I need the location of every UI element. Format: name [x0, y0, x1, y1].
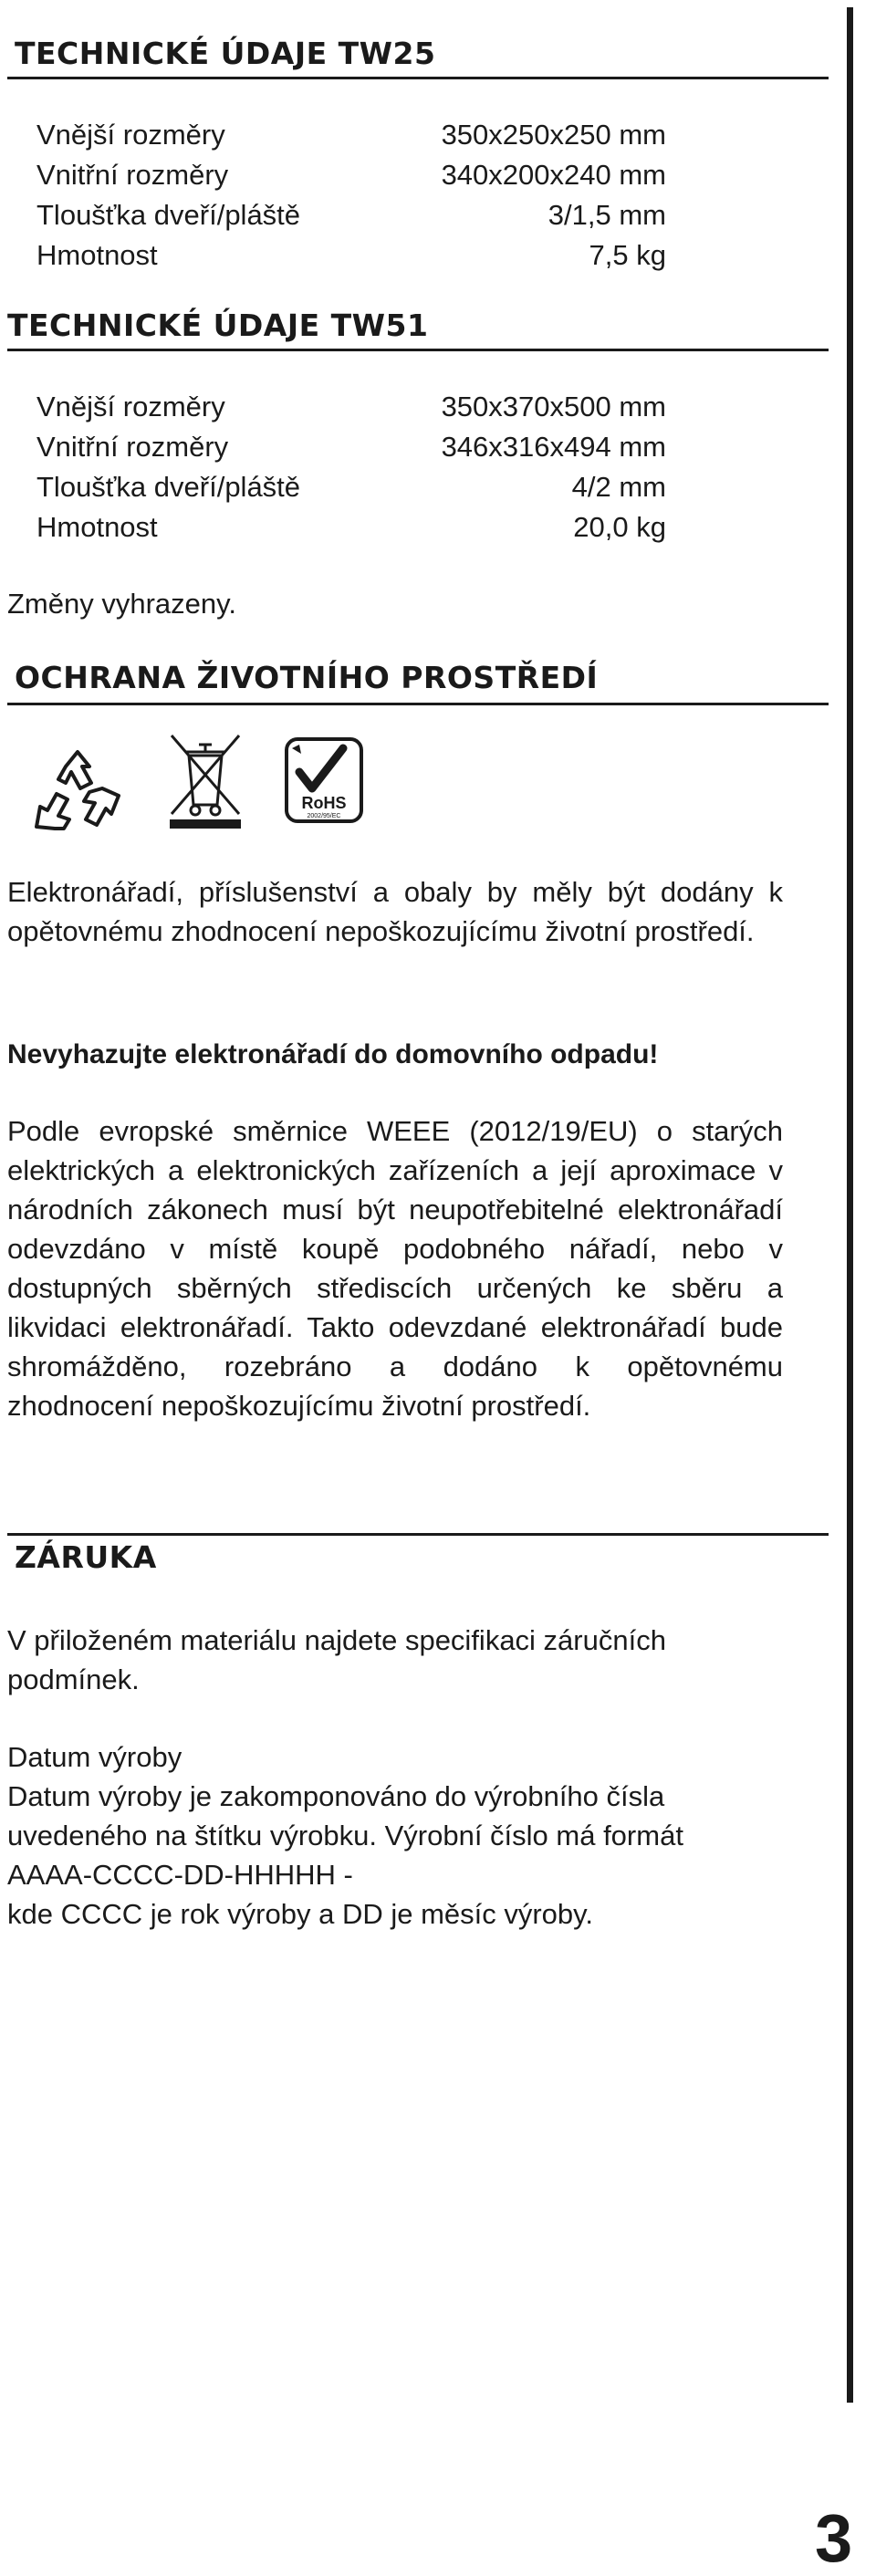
spec-label: Hmotnost — [36, 511, 158, 543]
spec-label: Vnitřní rozměry — [36, 159, 229, 191]
weee-crossed-bin-icon — [164, 730, 246, 830]
spec-value: 350x250x250 mm — [441, 119, 666, 151]
spec-label: Tloušťka dveří/pláště — [36, 199, 301, 231]
recycle-icon — [27, 748, 128, 840]
spec-value: 340x200x240 mm — [441, 159, 666, 191]
spec-row — [36, 507, 666, 548]
environment-warning: Nevyhazujte elektronářadí do domovního odpadu! — [7, 1039, 659, 1069]
section-title: TECHNICKÉ ÚDAJE TW25 — [15, 36, 436, 71]
spec-table-tw51 — [36, 387, 666, 548]
section-rule — [7, 77, 829, 79]
spec-label: Vnější rozměry — [36, 391, 225, 422]
spec-label: Tloušťka dveří/pláště — [36, 471, 301, 503]
page-number: 3 — [815, 2500, 853, 2576]
section-environment-header — [7, 659, 829, 697]
section-title: ZÁRUKA — [15, 1539, 157, 1575]
environment-paragraph-1: Elektronářadí, příslušenství a obaly by měly být dodány k opětovnému zhodnocení nepoškozujícímu životní prostředí. — [7, 876, 783, 947]
spec-value: 20,0 kg — [573, 511, 666, 543]
changes-note: Změny vyhrazeny. — [7, 588, 236, 620]
spec-row — [36, 427, 666, 467]
section-warranty-header — [7, 1538, 829, 1577]
spec-label: Vnitřní rozměry — [36, 431, 229, 463]
spec-row — [36, 195, 666, 235]
spec-row — [36, 115, 666, 155]
spec-row — [36, 235, 666, 276]
environment-paragraph-2: Podle evropské směrnice WEEE (2012/19/EU) o starých elektrických a elektronických zařízeních a její aproximace v národních zákonech musí být neupotřebitelné elektronářadí odevzdáno v místě koupě podobného nářadí, nebo v dostupných sběrných střediscích určených ke sběru a likvidaci elektronářadí. Takto odevzdané elektronářadí bude shromážděno, rozebráno a dodáno k opětovnému zhodnocení nepoškozujícímu životní prostředí. — [7, 1115, 783, 1422]
rohs-label: RoHS — [301, 794, 347, 812]
section-rule — [7, 349, 829, 351]
spec-row — [36, 155, 666, 195]
spec-value: 350x370x500 mm — [441, 391, 666, 422]
spec-row — [36, 467, 666, 507]
environment-icons — [27, 730, 392, 849]
section-tw51-header — [7, 307, 829, 345]
section-title: OCHRANA ŽIVOTNÍHO PROSTŘEDÍ — [15, 660, 599, 695]
spec-value: 7,5 kg — [589, 239, 666, 271]
spec-label: Vnější rozměry — [36, 119, 225, 151]
right-margin-rule — [847, 7, 853, 2403]
section-title: TECHNICKÉ ÚDAJE TW51 — [7, 308, 429, 343]
rohs-sub: 2002/95/EC — [307, 813, 341, 819]
section-tw25-header — [7, 35, 829, 73]
production-date-line: Datum výroby je zakomponováno do výrobního čísla — [7, 1780, 665, 1812]
production-date-line: kde CCCC je rok výroby a DD je měsíc výroby. — [7, 1898, 593, 1930]
spec-table-tw25 — [36, 115, 666, 276]
section-rule — [7, 703, 829, 705]
spec-label: Hmotnost — [36, 239, 158, 271]
production-date-line: AAAA-CCCC-DD-HHHHH - — [7, 1859, 353, 1891]
production-date-heading: Datum výroby — [7, 1741, 182, 1773]
section-rule — [7, 1533, 829, 1536]
spec-value: 346x316x494 mm — [441, 431, 666, 463]
spec-value: 4/2 mm — [571, 471, 666, 503]
production-date-line: uvedeného na štítku výrobku. Výrobní číslo má formát — [7, 1820, 683, 1851]
spec-value: 3/1,5 mm — [548, 199, 666, 231]
rohs-icon — [283, 735, 365, 827]
spec-row — [36, 387, 666, 427]
warranty-paragraph: V přiloženém materiálu najdete specifikaci záručních podmínek. — [7, 1624, 666, 1695]
